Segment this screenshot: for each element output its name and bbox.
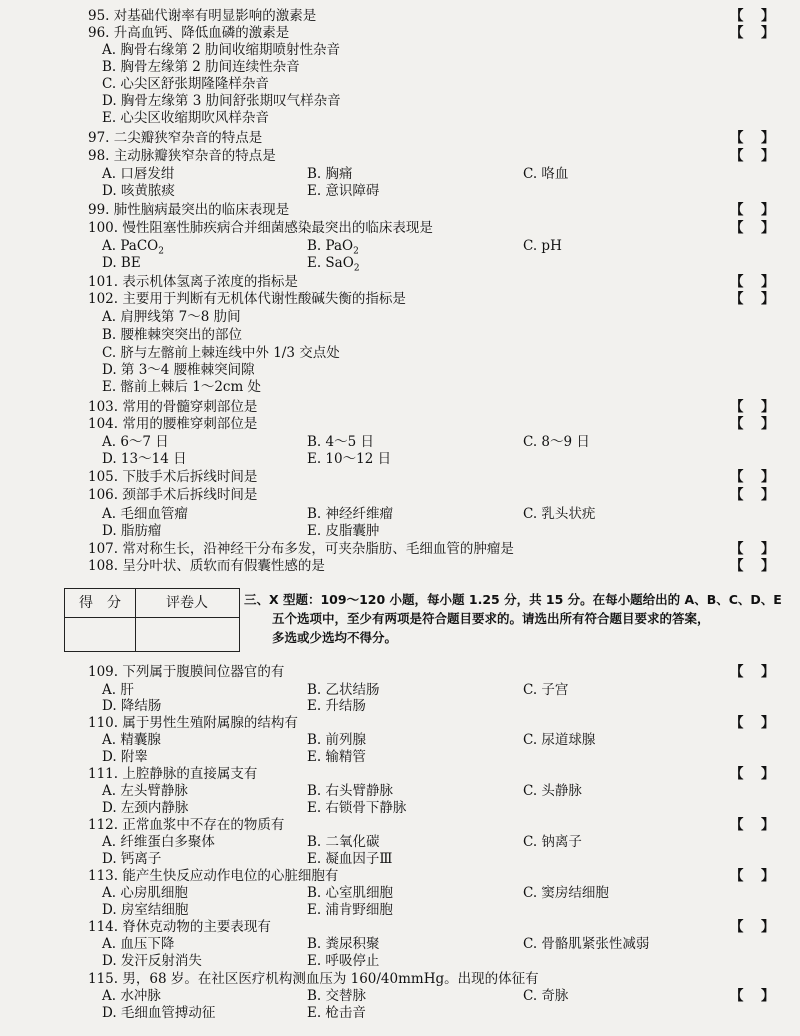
question-text: 103. 常用的骨髓穿刺部位是 <box>88 399 258 415</box>
option-c: C. 8～9 日 <box>523 434 590 450</box>
option-d: D. 脂肪瘤 <box>102 523 162 539</box>
question-text: 97. 二尖瓣狭窄杂音的特点是 <box>88 130 263 146</box>
answer-bracket[interactable]: 【 】 <box>730 766 777 782</box>
answer-bracket[interactable]: 【 】 <box>730 202 777 218</box>
option-a: A. 左头臂静脉 <box>102 783 188 799</box>
option-row <box>0 884 800 902</box>
option-row <box>0 799 800 817</box>
question-text: 108. 呈分叶状、质软而有假囊性感的是 <box>88 558 325 574</box>
option-d: D. 13～14 日 <box>102 451 187 467</box>
option-c: C. 乳头状疣 <box>523 506 596 522</box>
question-96 <box>0 24 800 42</box>
question-114 <box>0 918 800 936</box>
option-c: C. pH <box>523 238 562 254</box>
answer-bracket[interactable]: 【 】 <box>730 416 777 432</box>
option-row <box>0 901 800 919</box>
option: B. 腰椎棘突突出的部位 <box>102 327 243 343</box>
question-111 <box>0 765 800 783</box>
question-text: 106. 颈部手术后拆线时间是 <box>88 487 258 503</box>
option: B. 胸骨左缘第 2 肋间连续性杂音 <box>102 59 300 75</box>
instructions-line: 三、X 型题：109～120 小题，每小题 1.25 分，共 15 分。在每小题给出的 A、B、C、D、E <box>244 592 782 607</box>
option-b: B. 神经纤维瘤 <box>307 506 394 522</box>
option-row <box>0 378 800 396</box>
option-a: A. 6～7 日 <box>102 434 169 450</box>
option: D. 胸骨左缘第 3 肋间舒张期叹气样杂音 <box>102 93 341 109</box>
option-e: E. 输精管 <box>307 749 366 765</box>
answer-bracket[interactable]: 【 】 <box>730 130 777 146</box>
answer-bracket[interactable]: 【 】 <box>730 148 777 164</box>
question-104 <box>0 415 800 433</box>
option-row <box>0 75 800 93</box>
question-113 <box>0 867 800 885</box>
option-row <box>0 697 800 715</box>
question-text: 115. 男，68 岁。在社区医疗机构测血压为 160/40mmHg。出现的体征有 <box>88 971 539 987</box>
option-d: D. 左颈内静脉 <box>102 800 189 816</box>
score-box <box>64 588 240 652</box>
option-d: D. BE <box>102 255 141 271</box>
answer-bracket[interactable]: 【 】 <box>730 988 777 1004</box>
option-a: A. 肝 <box>102 682 134 698</box>
question-text: 104. 常用的腰椎穿刺部位是 <box>88 416 258 432</box>
question-101 <box>0 273 800 291</box>
question-95 <box>0 7 800 25</box>
answer-bracket[interactable]: 【 】 <box>730 817 777 833</box>
option-e: E. 右锁骨下静脉 <box>307 800 407 816</box>
option-row <box>0 254 800 272</box>
option-c: C. 子宫 <box>523 682 569 698</box>
option: E. 髂前上棘后 1～2cm 处 <box>102 379 262 395</box>
section-instructions <box>244 590 782 647</box>
option-b: B. 右头臂静脉 <box>307 783 394 799</box>
option-a: A. 血压下降 <box>102 936 175 952</box>
answer-bracket[interactable]: 【 】 <box>730 399 777 415</box>
option-row <box>0 850 800 868</box>
question-107 <box>0 540 800 558</box>
option-e: E. 呼吸停止 <box>307 953 380 969</box>
question-text: 98. 主动脉瓣狭窄杂音的特点是 <box>88 148 276 164</box>
option-a: A. 口唇发绀 <box>102 166 175 182</box>
option-e: E. 凝血因子Ⅲ <box>307 851 393 867</box>
option-row <box>0 58 800 76</box>
question-112 <box>0 816 800 834</box>
option-b: B. 粪尿积聚 <box>307 936 380 952</box>
question-text: 100. 慢性阻塞性肺疾病合并细菌感染最突出的临床表现是 <box>88 220 433 236</box>
score-label: 得 分 <box>79 595 121 611</box>
option-row <box>0 1004 800 1022</box>
option: C. 脐与左髂前上棘连线中外 1/3 交点处 <box>102 345 340 361</box>
option-row <box>0 748 800 766</box>
answer-bracket[interactable]: 【 】 <box>730 8 777 24</box>
answer-bracket[interactable]: 【 】 <box>730 715 777 731</box>
option-d: D. 钙离子 <box>102 851 162 867</box>
option-c: C. 钠离子 <box>523 834 582 850</box>
option-row <box>0 833 800 851</box>
grader-label: 评卷人 <box>166 595 208 611</box>
option-c: C. 窦房结细胞 <box>523 885 609 901</box>
question-text: 107. 常对称生长，沿神经干分布多发，可夹杂脂肪、毛细血管的肿瘤是 <box>88 541 514 557</box>
answer-bracket[interactable]: 【 】 <box>730 25 777 41</box>
question-text: 112. 正常血浆中不存在的物质有 <box>88 817 285 833</box>
option-e: E. SaO$_2$ <box>307 255 360 274</box>
question-text: 102. 主要用于判断有无机体代谢性酸碱失衡的指标是 <box>88 291 406 307</box>
answer-bracket[interactable]: 【 】 <box>730 487 777 503</box>
answer-bracket[interactable]: 【 】 <box>730 274 777 290</box>
option-d: D. 降结肠 <box>102 698 162 714</box>
question-103 <box>0 398 800 416</box>
question-105 <box>0 468 800 486</box>
answer-bracket[interactable]: 【 】 <box>730 220 777 236</box>
question-99 <box>0 201 800 219</box>
question-109 <box>0 663 800 681</box>
option-e: E. 皮脂囊肿 <box>307 523 380 539</box>
question-110 <box>0 714 800 732</box>
option-row <box>0 450 800 468</box>
option-e: E. 意识障碍 <box>307 183 380 199</box>
option-a: A. 纤维蛋白多聚体 <box>102 834 215 850</box>
question-97 <box>0 129 800 147</box>
option-row <box>0 935 800 953</box>
question-text: 111. 上腔静脉的直接属支有 <box>88 766 258 782</box>
answer-bracket[interactable]: 【 】 <box>730 664 777 680</box>
option-row <box>0 433 800 451</box>
option: A. 胸骨右缘第 2 肋间收缩期喷射性杂音 <box>102 42 341 58</box>
option: C. 心尖区舒张期隆隆样杂音 <box>102 76 269 92</box>
option-c: C. 奇脉 <box>523 988 569 1004</box>
answer-bracket[interactable]: 【 】 <box>730 558 777 574</box>
option-row <box>0 165 800 183</box>
option-c: C. 尿道球腺 <box>523 732 596 748</box>
option-b: B. 乙状结肠 <box>307 682 380 698</box>
option-d: D. 房室结细胞 <box>102 902 189 918</box>
option-b: B. 二氧化碳 <box>307 834 380 850</box>
answer-bracket[interactable]: 【 】 <box>730 291 777 307</box>
option-e: E. 升结肠 <box>307 698 366 714</box>
option-row <box>0 92 800 110</box>
question-115 <box>0 970 800 988</box>
option-a: A. PaCO$_2$ <box>102 238 164 257</box>
question-106 <box>0 486 800 504</box>
answer-bracket[interactable]: 【 】 <box>730 919 777 935</box>
question-100 <box>0 219 800 237</box>
question-text: 113. 能产生快反应动作电位的心脏细胞有 <box>88 868 339 884</box>
option-b: B. 4～5 日 <box>307 434 374 450</box>
option-row <box>0 782 800 800</box>
answer-bracket[interactable]: 【 】 <box>730 469 777 485</box>
option-row <box>0 522 800 540</box>
question-text: 101. 表示机体氢离子浓度的指标是 <box>88 274 298 290</box>
question-text: 105. 下肢手术后拆线时间是 <box>88 469 258 485</box>
option: E. 心尖区收缩期吹风样杂音 <box>102 110 269 126</box>
option-b: B. 心室肌细胞 <box>307 885 394 901</box>
option-c: C. 头静脉 <box>523 783 582 799</box>
option-e: E. 浦肯野细胞 <box>307 902 393 918</box>
option-c: C. 咯血 <box>523 166 569 182</box>
option-row <box>0 326 800 344</box>
option-row <box>0 952 800 970</box>
option-b: B. PaO$_2$ <box>307 238 359 257</box>
question-text: 95. 对基础代谢率有明显影响的激素是 <box>88 8 317 24</box>
option-d: D. 附睾 <box>102 749 148 765</box>
option-row <box>0 731 800 749</box>
option-a: A. 心房肌细胞 <box>102 885 188 901</box>
option-b: B. 胸痛 <box>307 166 353 182</box>
question-text: 99. 肺性脑病最突出的临床表现是 <box>88 202 290 218</box>
question-98 <box>0 147 800 165</box>
option-b: B. 前列腺 <box>307 732 367 748</box>
instructions-line: 五个选项中，至少有两项是符合题目要求的。请选出所有符合题目要求的答案， <box>272 611 710 626</box>
option-row <box>0 361 800 379</box>
option-b: B. 交替脉 <box>307 988 367 1004</box>
option-row <box>0 41 800 59</box>
question-102 <box>0 290 800 308</box>
question-text: 114. 脊休克动物的主要表现有 <box>88 919 271 935</box>
question-text: 110. 属于男性生殖附属腺的结构有 <box>88 715 298 731</box>
option-e: E. 枪击音 <box>307 1005 366 1021</box>
option-row <box>0 237 800 255</box>
option-c: C. 骨骼肌紧张性减弱 <box>523 936 650 952</box>
instructions-line: 多选或少选均不得分。 <box>272 630 398 645</box>
option: A. 肩胛线第 7～8 肋间 <box>102 309 241 325</box>
option-a: A. 水冲脉 <box>102 988 161 1004</box>
answer-bracket[interactable]: 【 】 <box>730 541 777 557</box>
question-text: 96. 升高血钙、降低血磷的激素是 <box>88 25 290 41</box>
option-row <box>0 987 800 1005</box>
option: D. 第 3～4 腰椎棘突间隙 <box>102 362 255 378</box>
option-d: D. 毛细血管搏动征 <box>102 1005 216 1021</box>
option-row <box>0 344 800 362</box>
option-d: D. 发汗反射消失 <box>102 953 202 969</box>
question-text: 109. 下列属于腹膜间位器官的有 <box>88 664 285 680</box>
answer-bracket[interactable]: 【 】 <box>730 868 777 884</box>
option-d: D. 咳黄脓痰 <box>102 183 175 199</box>
question-108 <box>0 557 800 575</box>
option-row <box>0 182 800 200</box>
option-row <box>0 109 800 127</box>
option-a: A. 精囊腺 <box>102 732 161 748</box>
option-a: A. 毛细血管瘤 <box>102 506 188 522</box>
option-row <box>0 308 800 326</box>
option-e: E. 10～12 日 <box>307 451 392 467</box>
option-row <box>0 505 800 523</box>
